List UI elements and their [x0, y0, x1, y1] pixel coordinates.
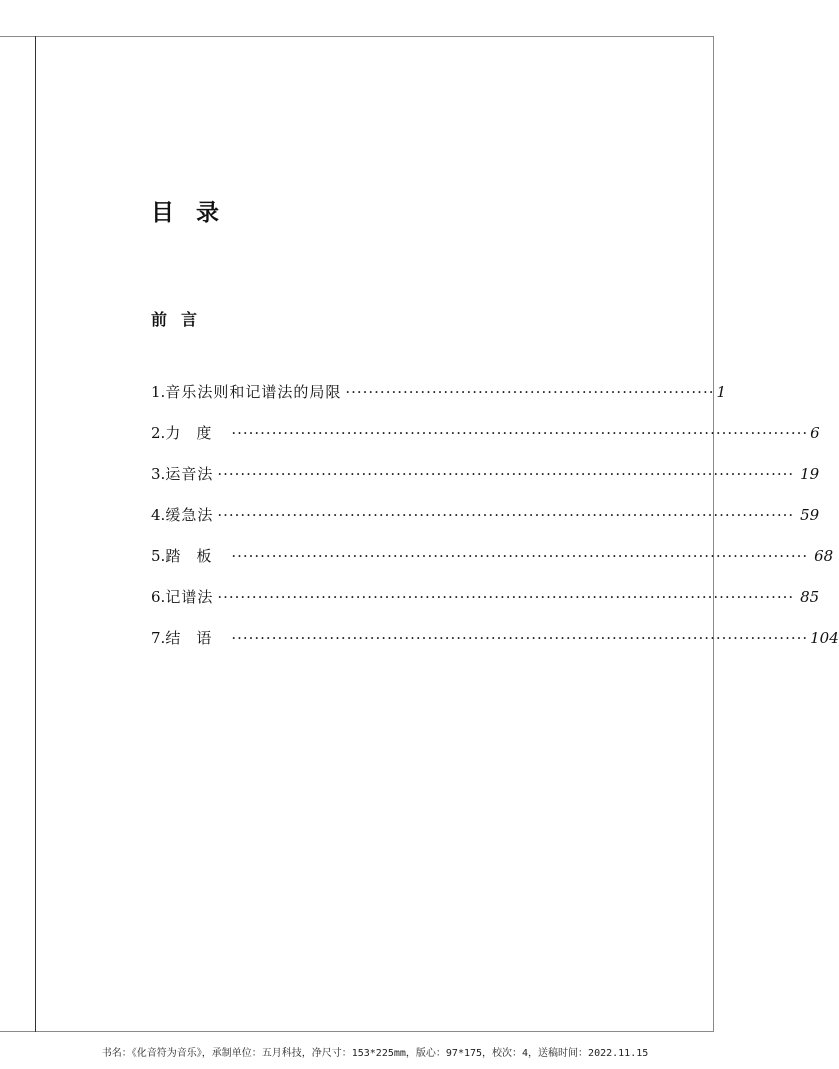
toc-entry-label: 缓急法	[165, 506, 214, 524]
toc-entry-label: 结语	[165, 629, 228, 647]
toc-list	[151, 380, 839, 667]
toc-entry-page: 19	[800, 465, 820, 483]
toc-leader-dots: ····································································································	[217, 588, 795, 606]
toc-entry-label: 运音法	[165, 465, 214, 483]
toc-leader-dots: ····································································································	[231, 424, 809, 442]
toc-entry-label: 记谱法	[165, 588, 214, 606]
toc-entry[interactable]	[151, 503, 820, 544]
toc-entry-page: 85	[800, 588, 820, 606]
binding-gutter-line	[35, 36, 36, 1032]
toc-entry-page: 59	[800, 506, 820, 524]
toc-entry-label: 力度	[165, 424, 228, 442]
toc-entry-number: 3.	[151, 465, 166, 483]
toc-entry-page: 104	[810, 629, 839, 647]
toc-entry[interactable]	[151, 585, 820, 626]
toc-entry-number: 6.	[151, 588, 166, 606]
toc-preface-entry[interactable]: 前言	[151, 310, 212, 329]
toc-entry-page: 6	[810, 424, 820, 442]
toc-leader-dots: ····································································································	[217, 506, 795, 524]
toc-heading: 目录	[151, 199, 241, 226]
toc-entry[interactable]	[151, 421, 820, 462]
toc-entry[interactable]	[151, 380, 727, 421]
toc-entry-label: 踏板	[165, 547, 228, 565]
print-info-footer: 书名：《化音符为音乐》，承制单位：五月科技，净尺寸：153*225mm，版心：97*175，校次：4，送稿时间：2022.11.15	[101, 1048, 649, 1059]
toc-leader-dots: ····································································································	[231, 547, 809, 565]
toc-entry-page: 1	[716, 383, 727, 401]
toc-entry-page: 68	[814, 547, 834, 565]
toc-entry-number: 2.	[151, 424, 166, 442]
toc-entry-number: 5.	[151, 547, 166, 565]
toc-entry[interactable]	[151, 626, 839, 667]
toc-entry-number: 4.	[151, 506, 166, 524]
toc-entry-number: 7.	[151, 629, 166, 647]
toc-entry[interactable]	[151, 462, 820, 503]
toc-leader-dots: ····································································································	[217, 465, 795, 483]
toc-entry[interactable]	[151, 544, 834, 585]
toc-entry-label: 音乐法则和记谱法的局限	[165, 383, 342, 401]
toc-leader-dots: ································································	[345, 383, 715, 401]
toc-entry-number: 1.	[151, 383, 166, 401]
toc-leader-dots: ····································································································	[231, 629, 809, 647]
